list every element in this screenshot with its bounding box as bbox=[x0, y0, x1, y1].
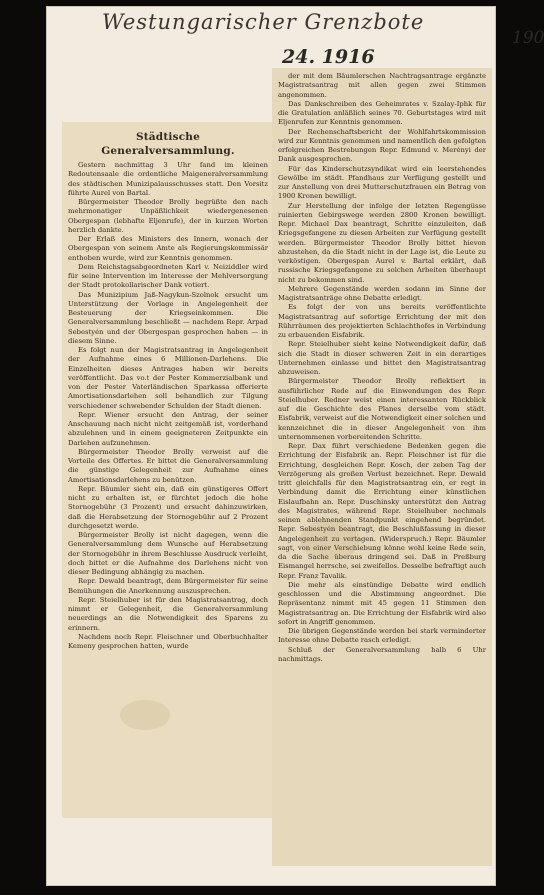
article-paragraph: Für das Kinderschutzsyndikat wird ein leerstehendes Gewölbe im städt. Pfandhaus zur Verfügung gestellt und zur Anstellung von drei Mutterschutzfrauen ein Betrag von 1900 Kronen bewilligt. bbox=[278, 164, 486, 201]
newspaper-name-handwritten: Westungarischer Grenzbote bbox=[102, 10, 425, 34]
article-paragraph: der mit dem Bäumlerschen Nachtragsantrage ergänzte Magistratsantrag mit allen gegen zwei Stimmen angenommen. bbox=[278, 72, 486, 99]
article-paragraph: Die übrigen Gegenstände werden bei stark verminderter Interesse ohne Debatte rasch erledigt. bbox=[278, 627, 486, 645]
article-paragraph: Nachdem noch Repr. Fleischner und Oberbuchhalter Kemeny gesprochen hatten, wurde bbox=[68, 632, 268, 650]
article-paragraph: Repr. Steielhuber sieht keine Notwendigkeit dafür, daß sich die Stadt in dieser schweren Zeit in ein derartiges Unternehmen einlasse und bittet den Magistratsantrag abzuweisen. bbox=[278, 340, 486, 376]
article-paragraph: Es folgt nun der Magistratsantrag in Angelegenheit der Aufnahme eines 6 Millionen-Darlehens. Die Einzelheiten dieses Antrages haben wir bereits veröffentlicht. Das vo.t der Pester Kommerzialbank und von der Pester Vaterländischen Sparkassa offerierte Amortisationsdarlehen soll behandlich zur Tilgung verschiedener schwebender Schulden der Stadt dienen. bbox=[68, 346, 268, 410]
article-paragraph: Das Dankschreiben des Geheimrates v. Szalay-Iphk für die Gratulation anläßlich seines 70. Geburtstages wird mit Eljenrufen zur Kenntnis genommen. bbox=[278, 99, 486, 127]
article-paragraph: Bürgermeister Theodor Brolly begrüßte den nach mehrmonatiger Unpäßlichkeit wiedergenesenen Obergespan (lebhafte Eljenrufe), der in kurzen Worten herzlich dankte. bbox=[68, 198, 268, 234]
article-paragraph: Repr. Dewald beantragt, dem Bürgermeister für seine Bemühungen die Anerkennung auszusprechen. bbox=[68, 577, 268, 595]
article-paragraph: Der Rechenschaftsbericht der Wohlfahrtskommission wird zur Kenntnis genommen und namentlich den gefolgten erfolgreichen Bestrebungen Repr. Edmund v. Merényi der Dank ausgesprochen. bbox=[278, 127, 486, 164]
article-paragraph: Repr. Dax führt verschiedene Bedenken gegen die Errichtung der Eisfabrik an. Repr. Fleischner ist für die Errichtung, desgleichen Repr. Kosch, der zeben Tag der Verzögerung als großen Verlust bezeichnet. Repr. Dewald tritt gleichfalls für den Magistratsantrag ein, er regt in Verbindung damit die Errichtung einer künstlichen Eislaufbahn an. Repr. Duschinsky unterstützt den Antrag des Magistrates, während Repr. Steielhuber nochmals seinen ablehnenden Standpunkt eingehend begründet. Repr. Sebestyén beantragt, die Beschlußfassung in dieser Angelegenheit zu vertagen. (Widerspruch.) Repr. Bäumler sagt, von einer Verschiebung könne wohl keine Rede sein, da die Sache überaus dringend sei. Daß in Preßburg Eismangel herrsche, sei zweifellos. Desselbe befraftigt auch Repr. Franz Tavalik. bbox=[278, 442, 486, 580]
paper-stain bbox=[120, 700, 170, 730]
newspaper-clipping-right bbox=[272, 68, 492, 866]
article-paragraph: Gestern nachmittag 3 Uhr fand im kleinen Redoutensaale die ordentliche Maigeneralversammlung des städtischen Munizipalausschusses statt. Den Vorsitz führte Aurel von Bartal. bbox=[68, 161, 268, 197]
article-headline: Städtische Generalversammlung. bbox=[101, 131, 235, 157]
article-paragraph: Schluß der Generalversammlung halb 6 Uhr nachmittags. bbox=[278, 645, 486, 663]
page-number: 190 bbox=[512, 28, 544, 48]
article-paragraph: Es folgt der von uns bereits veröffentlichte Magistratsantrag auf sofortige Errichtung der mit den Rührräumen des projektierten Schlachthofes in Verbindung zu erbauenden Eisfabrik. bbox=[278, 303, 486, 339]
article-paragraph: Das Munizipium Jaß-Nagykun-Szolnok ersucht um Unterstützung der Vorlage in Angelegenheit der Besteuerung der Kriegseinkommen. Die Generalversammlung beschließt — nachdem Repr. Arpad Sebestyén und der Obergespan gesprochen haben — in diesem Sinne. bbox=[68, 290, 268, 345]
article-paragraph: Zur Herstellung der infolge der letzten Regengüsse ruinierten Gebirgswege werden 2800 Kronen bewilligt. Repr. Michael Dax beantragt, Schritte einzuleiten, daß Kriegsgefangene zu diesen Arbeiten zur Verfügung gestellt werden. Bürgermeister Theodor Brolly bittet hievon abzustehen, da die Stadt nicht in der Lage ist, die Leute zu verköstigen. Obergespan Aurel v. Bartal erklärt, daß russische Kriegsgefangene zu solchen Arbeiten überhaupt nicht zu bekommen sind. bbox=[278, 201, 486, 284]
article-paragraph: Repr. Bäumler sieht ein, daß ein günstigeres Offert nicht zu erhalten ist, er fürchtet jedoch die hohe Stornogebühr (3 Prozent) und ersucht dahinzuwirken, daß die Herabsetzung der Stornogebühr auf 2 Prozent durchgesetzt werde. bbox=[68, 484, 268, 530]
article-paragraph: Der Erlaß des Ministers des Innern, wonach der Obergespan von seinem Amte als Regierungskommissär enthoben wurde, wird zur Kenntnis genommen. bbox=[68, 235, 268, 262]
article-paragraph: Repr. Wiener ersucht den Antrag, der seiner Anschauung nach nicht nicht zeitgemäß ist, vorderhand abzulehnen und in einem geeigneteren Zeitpunkte ein Darlehen aufzunehmen. bbox=[68, 410, 268, 447]
article-paragraph: Die mehr als einstündige Debatte wird endlich geschlossen und die Abstimmung angeordnet. Die Repräsentanz nimmt mit 45 gegen 11 Stimmen den Magistratsantrag an. Die Errichtung der Eisfabrik wird also sofort in Angriff genommen. bbox=[278, 580, 486, 626]
article-paragraph: Bürgermeister Brolly ist nicht dagegen, wenn die Generalversammlung dem Wunsche auf Herabsetzung der Stornogebühr in ihrem Beschlusse Ausdruck verleiht, doch bittet er die Aufnahme des Darlehens nicht von dieser Bedingung abhängig zu machen. bbox=[68, 531, 268, 576]
article-body-right bbox=[278, 72, 486, 664]
article-paragraph: Bürgermeister Theodor Brolly verweist auf die Vorteile des Offertes. Er bittet die Generalversammlung die günstige Gelegenheit zur Aufnahme eines Amortisationsdarlehens zu benützen. bbox=[68, 447, 268, 484]
article-paragraph: Dem Reichstagsabgeordneten Karl v. Neiziddler wird für seine Intervention im Interesse der Mehlversorgung der Stadt protokollarischer Dank votiert. bbox=[68, 262, 268, 290]
article-paragraph: Bürgermeister Theodor Brolly reflektiert in ausführlicher Rede auf die Einwendungen des Repr. Steielhuber. Redner weist einen interessanten Rückblick auf die Geschichte des Planes derselbe vom städt. Eisfabrik, verweist auf die Notwendigkeit einer solchen und kennzeichnet die in dieser Angelegenheit von ihm unternommenen vorbereitenden Schritte. bbox=[278, 377, 486, 441]
article-paragraph: Repr. Steielhuber ist für den Magistratsantrag, doch nimmt er Gelegenheit, die Generalversammlung neuerdings an die Notwendigkeit des Sparens zu erinnern. bbox=[68, 595, 268, 632]
date-handwritten: 24. 1916 bbox=[282, 46, 375, 68]
article-body-left bbox=[68, 161, 268, 651]
article-paragraph: Mehrere Gegenstände werden sodann im Sinne der Magistratsanträge ohne Debatte erledigt. bbox=[278, 284, 486, 302]
paper-stain bbox=[300, 520, 360, 560]
